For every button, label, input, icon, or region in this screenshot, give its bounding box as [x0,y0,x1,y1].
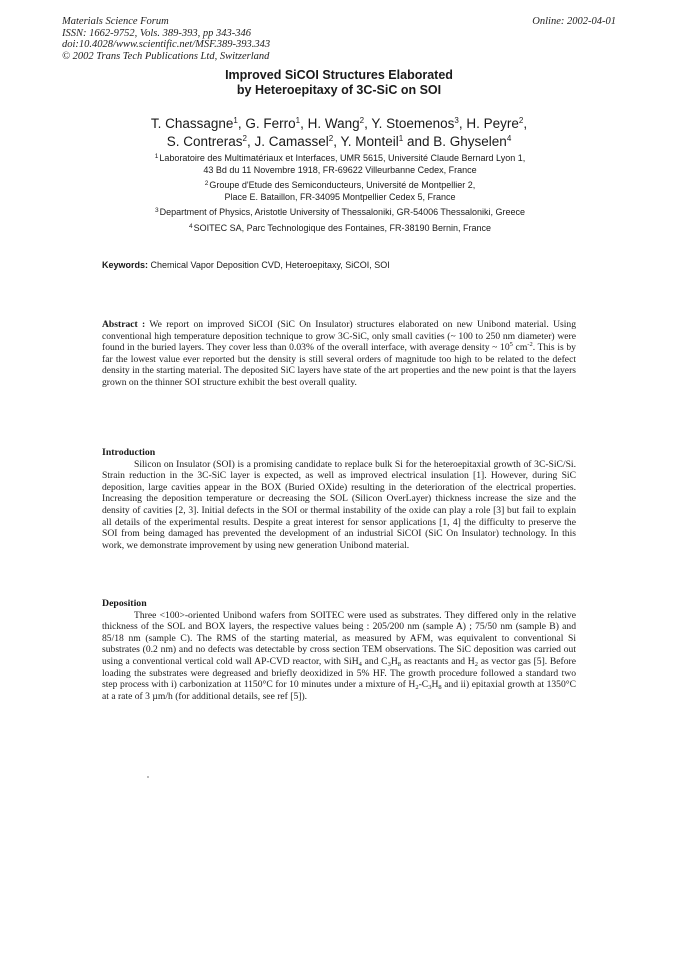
affiliation-text: Department of Physics, Aristotle University of Thessaloniki, GR-54006 Thessaloniki, Greece [159,207,525,217]
introduction-paragraph: Silicon on Insulator (SOI) is a promising candidate to replace bulk Si for the heteroepitaxial growth of 3C-SiC/Si. Strain reduction in the 3C-SiC layer is expected, as well as improved electrical insulation [1]. However, during SiC deposition, large cavities appear in the BOX (Buried OXide) resulting in the deterioration of the electrical properties. Increasing the deposition temperature or decreasing the SOL (Silicon OverLayer) thickness increase the size and the density of cavities [2, 3]. Initial defects in the SOI or thermal instability of the oxide can play a role [3] but fail to explain all details of the experimental results. Despite a great interest for sensor applications [1, 4] the difficulty to preserve the SOI from being damaged has prevented the development of an industrial SiCOI (SiC On Insulator) technology. In this work, we demonstrate improvement by using new generation Unibond material. [102,458,576,551]
author-affil-ref: 1 [295,116,301,125]
affiliation-number: 1 [154,153,159,160]
author-affil-ref: 2 [242,134,247,143]
author-name: J. Camassel [254,134,329,149]
paper-title [0,68,678,98]
deposition-text: Three <100>-oriented Unibond wafers from SOITEC were used as substrates. They differed only in the relative thickness of the SOL and BOX layers, the respective values being : 205/200 nm (sample A) ; 75/50 nm (sample B) and 85/18 nm (sample C). The RMS of the starting material, as measured by AFM, was equivalent to conventional Si substrates (0.2 nm) and no defects was detectable by cross section TEM observations. The SiC deposition was carried out using a conventional vertical cold wall AP-CVD reactor, with SiH [102,609,576,667]
affiliation-1 [60,153,620,176]
deposition-text: -C [418,679,429,691]
deposition-text: H [390,655,398,667]
affiliation-2 [60,180,620,203]
author-affil-ref: 2 [518,116,524,125]
abstract-exponent: -2 [527,341,533,349]
abstract-label: Abstract : [102,319,146,330]
introduction-heading: Introduction [102,447,156,458]
deposition-text: and ii) epitaxial growth at 1350°C at a rate of 3 µm/h (for additional details, see ref [5]). [102,679,576,702]
author-name: B. Ghyselen [433,134,507,149]
deposition-text: as vector gas [5]. Before loading the substrates were degreased and briefly deoxidized in 5% HF. The growth procedure followed a standard two step process with i) carbonization at 1150°C for 10 minutes under a mixture of H [102,655,576,691]
author-line-2: S. Contreras$^2$, J. Camassel$^2$, Y. Monteil$^1$ and B. Ghyselen$^4$ [166,134,512,149]
abstract-text: We report on improved SiCOI (SiC On Insulator) structures elaborated on new Unibond material. Using conventional high temperature deposition technique to grow 3C-SiC, only small cavities (~ 100 to 250 nm diameter) were found in the buried layers. They cover less than 0.03% of the overall interface, with average density ~ 10 [102,319,576,354]
deposition-heading: Deposition [102,598,147,609]
title-line-2: by Heteroepitaxy of 3C-SiC on SOI [236,83,442,97]
affiliation-3 [60,207,620,219]
affiliations [60,153,620,238]
author-list [0,115,678,151]
affiliation-number: 2 [204,180,209,187]
affiliation-text: 43 Bd du 11 Novembre 1918, FR-69622 Villeurbanne Cedex, France [203,164,477,175]
author-and: and [406,134,430,149]
scan-speck [147,776,149,778]
deposition-text: as reactants and H [401,655,475,667]
journal-header [62,16,270,62]
doi-line: doi:10.4028/www.scientific.net/MSF.389-393.343 [62,39,271,50]
author-name: Y. Monteil [340,134,399,149]
subscript: 2 [474,660,478,668]
subscript: 2 [415,684,419,692]
subscript: 8 [438,684,442,692]
affiliation-number: 4 [188,222,193,230]
author-name: H. Wang [307,116,360,131]
author-name: Y. Stoemenos [371,116,455,131]
author-affil-ref: 3 [454,116,459,125]
author-affil-ref: 4 [506,134,512,143]
affiliation-text: SOITEC SA, Parc Technologique des Fontaines, FR-38190 Bernin, France [193,222,492,233]
author-affil-ref: 2 [328,134,334,143]
author-name: G. Ferro [245,116,296,131]
issn-line: ISSN: 1662-9752, Vols. 389-393, pp 343-346 [62,27,251,39]
affiliation-text: Place E. Bataillon, FR-34095 Montpellier Cedex 5, France [224,191,456,202]
affiliation-4 [60,223,620,235]
deposition-section [102,598,576,702]
subscript: 3 [428,684,432,692]
deposition-paragraph [102,610,576,703]
author-name: S. Contreras [166,134,243,149]
abstract-text: . This is by far the lowest value ever reported but the density is still several orders of magnitude too high to be related to the defect density in the starting material. The deposited SiC layers have state of the art properties and the new point is that the layers grown on the thinner SOI structure exhibit the best overall quality. [102,342,576,388]
subscript: 3 [387,660,391,668]
affiliation-number: 3 [155,207,159,214]
author-name: H. Peyre [466,116,519,131]
online-date: Online: 2002-04-01 [532,16,616,27]
deposition-text: H [431,679,439,691]
keywords [102,260,390,270]
deposition-text: and C [361,655,388,667]
affiliation-text: Groupe d'Etude des Semiconducteurs, Université de Montpellier 2, [209,180,476,190]
author-name: T. Chassagne [150,116,234,131]
abstract [102,319,576,389]
subscript: 4 [358,660,362,668]
abstract-exponent: 5 [509,341,513,349]
copyright-line: © 2002 Trans Tech Publications Ltd, Switzerland [62,50,270,62]
introduction-section [102,447,576,551]
author-line-1: T. Chassagne$^1$, G. Ferro$^1$, H. Wang$^2$, Y. Stoemenos$^3$, H. Peyre$^2$, [150,116,528,131]
author-affil-ref: 1 [398,134,404,143]
subscript: 8 [397,660,402,668]
keywords-label: Keywords: [102,260,149,270]
keywords-text: Chemical Vapor Deposition CVD, Heteroepitaxy, SiCOI, SOI [150,260,390,270]
author-affil-ref: 1 [233,116,238,125]
journal-name: Materials Science Forum [62,16,169,27]
title-line-1: Improved SiCOI Structures Elaborated [225,68,453,82]
author-affil-ref: 2 [359,116,365,125]
affiliation-text: Laboratoire des Multimatériaux et Interfaces, UMR 5615, Université Claude Bernard Lyon 1, [159,153,526,163]
abstract-text: cm [512,342,528,354]
